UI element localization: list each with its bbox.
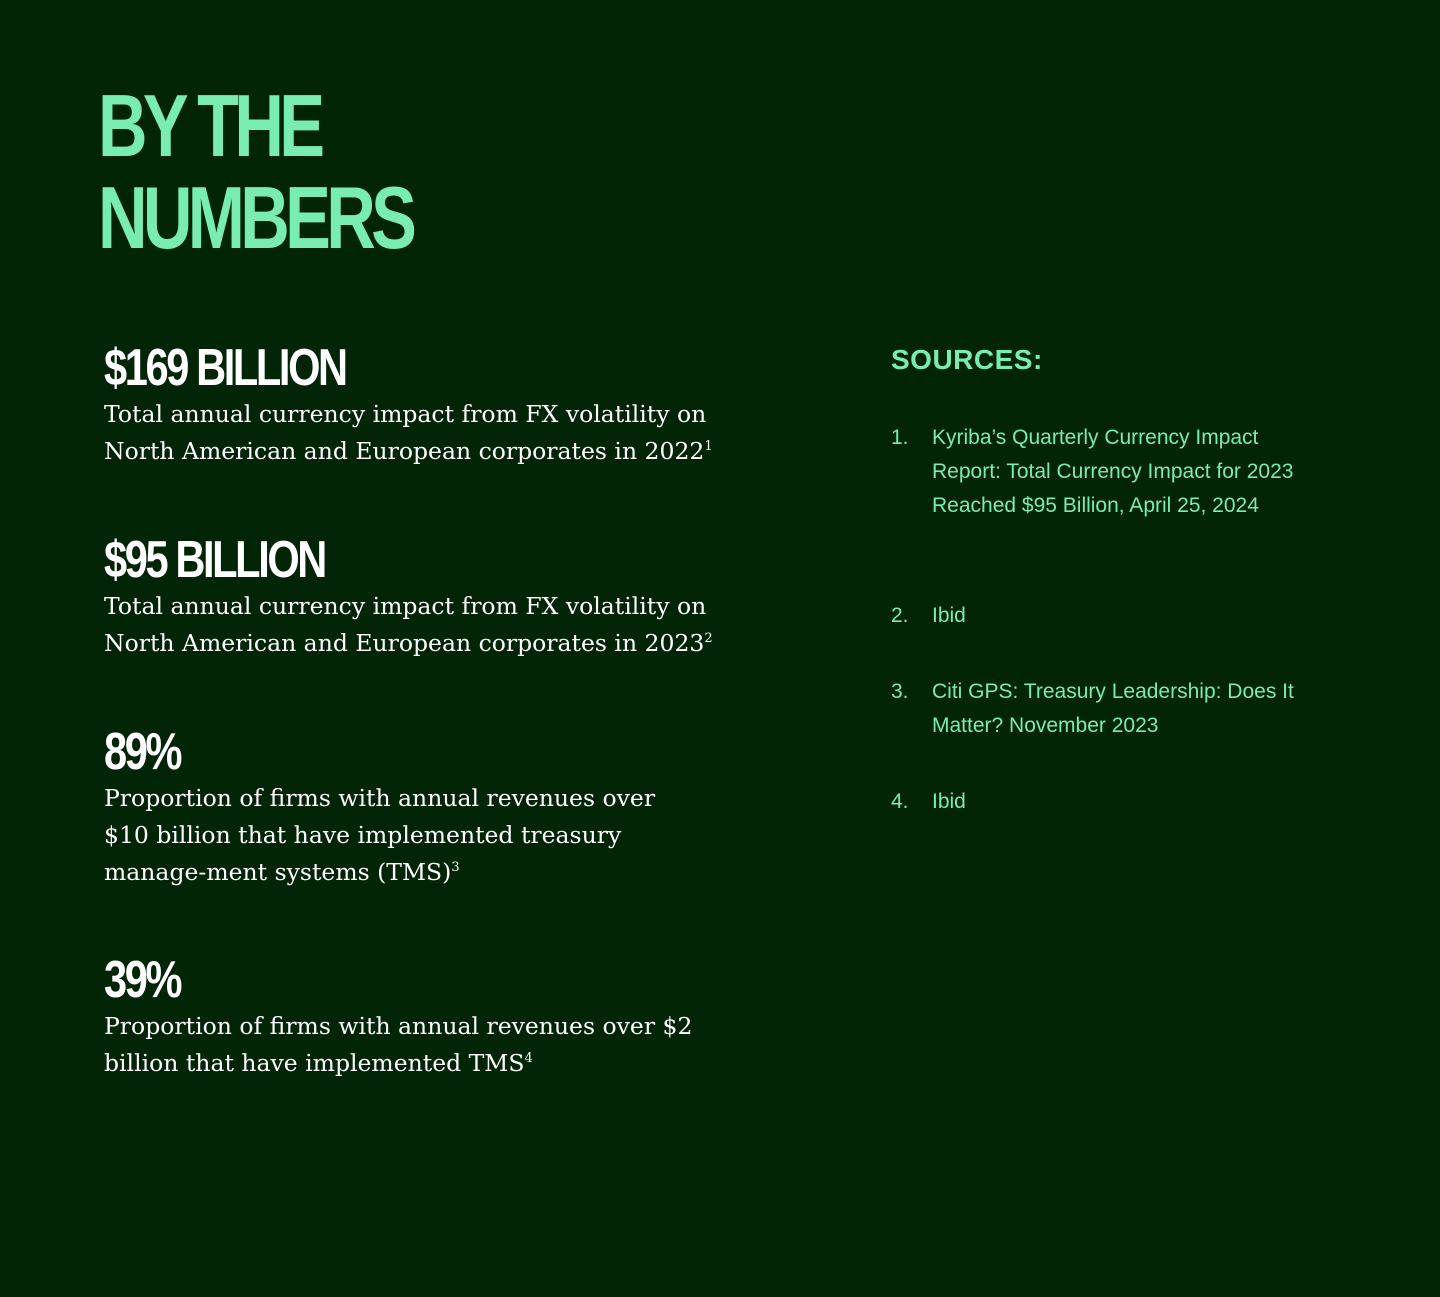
page-title [98,76,413,267]
sources-heading: SOURCES: [891,344,1043,375]
source-item-2 [891,599,1311,633]
footnote-marker: 3 [451,860,460,875]
stat-block-95-billion [104,532,744,662]
stat-description-text: Proportion of firms with annual revenues over $10 billion that have implemented treasury manage-ment systems (TMS) [104,784,656,886]
source-number: 4. [891,790,909,813]
stat-description-text: Proportion of firms with annual revenues over $2 billion that have implemented TMS [104,1012,693,1077]
stat-description [104,1008,714,1082]
stat-block-169-billion [104,340,744,470]
stat-value: 89% [104,723,181,781]
stat-description [104,396,734,470]
footnote-marker: 1 [704,439,713,454]
page-title-line-1: BY THE [98,76,321,175]
page-title-line-2: NUMBERS [98,168,413,267]
source-item-3 [891,675,1311,743]
stat-description [104,588,734,662]
footnote-marker: 4 [524,1051,533,1066]
sources-section [891,340,1331,813]
source-text: Citi GPS: Treasury Leadership: Does It Matter? November 2023 [932,680,1294,737]
source-number: 2. [891,604,909,627]
stat-description-text: Total annual currency impact from FX volatility on North American and European corporates in 2022 [104,400,707,465]
stat-block-89-percent [104,724,744,891]
source-number: 1. [891,426,909,449]
source-item-4 [891,785,1311,819]
stat-description [104,780,704,891]
source-text: Ibid [932,790,966,813]
source-number: 3. [891,680,909,703]
stat-value: $169 BILLION [104,339,346,397]
footnote-marker: 2 [704,631,713,646]
stat-value: 39% [104,951,181,1009]
stat-value: $95 BILLION [104,531,325,589]
source-text: Kyriba’s Quarterly Currency Impact Report: Total Currency Impact for 2023 Reached $95 Billion, April 25, 2024 [932,426,1294,517]
source-text: Ibid [932,604,966,627]
stat-block-39-percent [104,952,744,1082]
stat-description-text: Total annual currency impact from FX volatility on North American and European corporates in 2023 [104,592,707,657]
source-item-1 [891,421,1311,523]
